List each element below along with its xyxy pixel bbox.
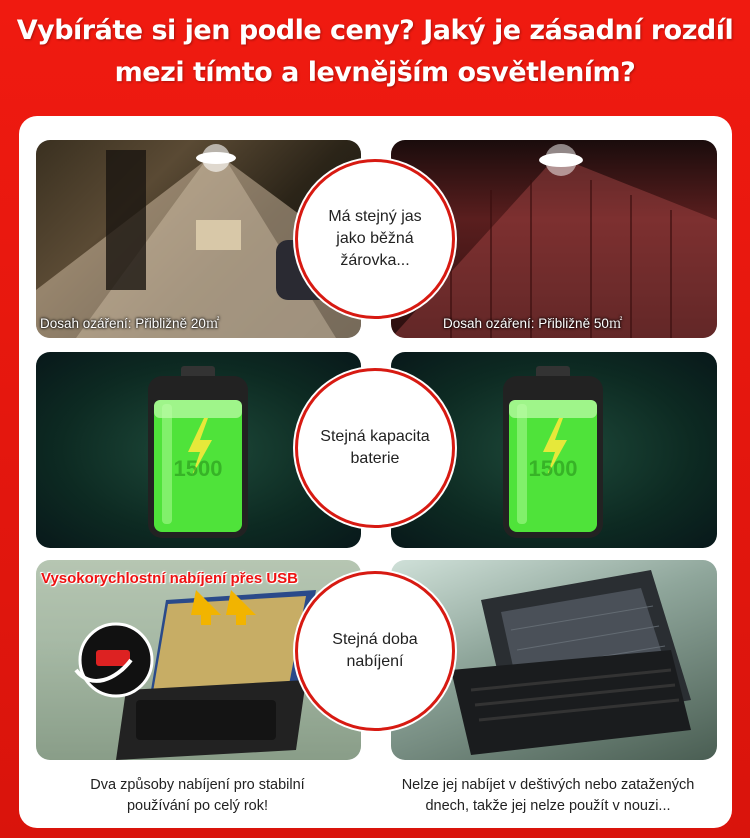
bottom-right-text: Nelze jej nabíjet v deštivých nebo zatažených dnech, takže jej nelze použít v nouzi... (401, 777, 695, 814)
bottom-left-text: Dva způsoby nabíjení pro stabilní používání po celý rok! (90, 777, 305, 814)
usb-charging-label: Vysokorychlostní nabíjení přes USB (41, 570, 299, 587)
right-irradiation-caption: Dosah ozáření: Přibližně 50㎡ (443, 316, 623, 331)
left-irradiation-caption: Dosah ozáření: Přibližně 20㎡ (40, 316, 220, 331)
headline-line-1: Vybíráte si jen podle ceny? Jaký je zásadní rozdíl (16, 15, 734, 46)
battery-capacity-circle: Stejná kapacita baterie (295, 368, 455, 528)
battery-capacity-label-left: 1500 (173, 456, 223, 481)
charging-time-circle: Stejná doba nabíjení (295, 571, 455, 731)
headline (0, 10, 750, 94)
brightness-circle: Má stejný jas jako běžná žárovka... (295, 159, 455, 319)
battery-capacity-label-right: 1500 (528, 456, 578, 481)
headline-line-2: mezi tímto a levnějším osvětlením? (114, 57, 636, 88)
